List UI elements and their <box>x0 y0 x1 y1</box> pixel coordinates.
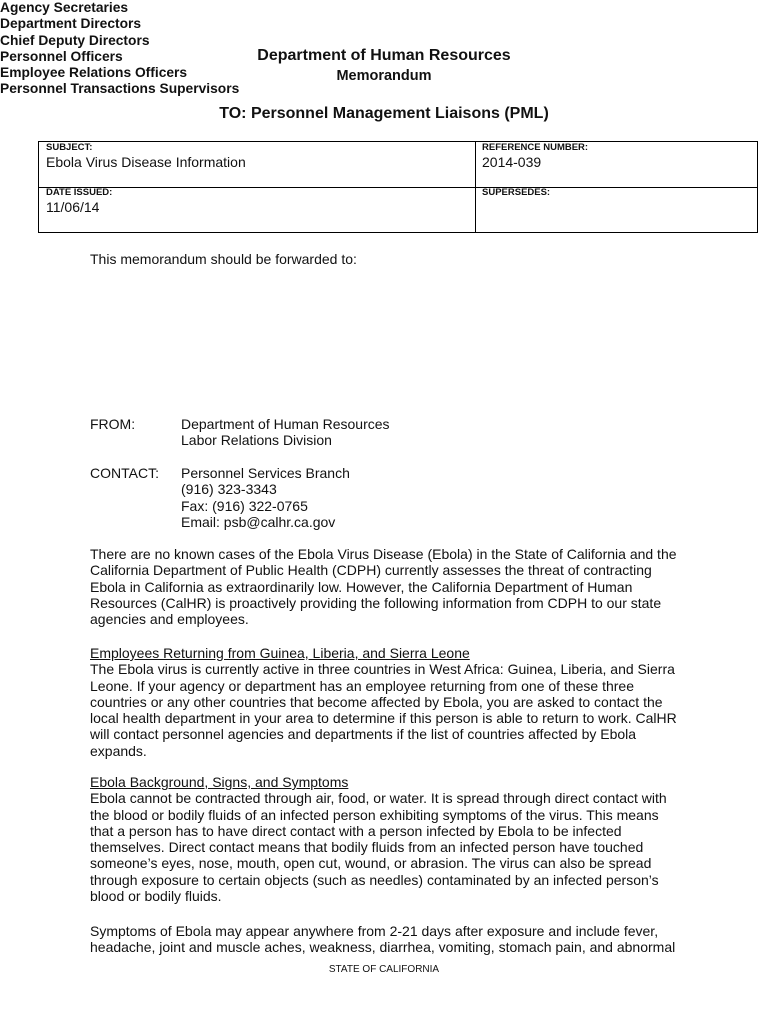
supersedes-cell <box>482 188 550 199</box>
paragraph-line: The Ebola virus is currently active in three countries in West Africa: Guinea, Liberia, and Sierra <box>90 661 675 678</box>
intro-paragraph <box>90 546 690 627</box>
recipient-item: Agency Secretaries <box>0 0 129 15</box>
reference-cell <box>482 143 588 170</box>
recipient-item: Department Directors <box>0 16 142 32</box>
paragraph-line: headache, joint and muscle aches, weakness, diarrhea, vomiting, stomach pain, and abnormal <box>90 939 676 956</box>
from-label: FROM: <box>90 416 136 432</box>
subject-value: Ebola Virus Disease Information <box>46 154 246 170</box>
section-returning-employees <box>90 645 690 759</box>
from-line: Labor Relations Division <box>181 432 332 449</box>
date-issued-cell <box>46 188 112 215</box>
paragraph-line: expands. <box>90 742 147 759</box>
paragraph-line: There are no known cases of the Ebola Virus Disease (Ebola) in the State of California and the <box>90 546 677 562</box>
recipient-item: Chief Deputy Directors <box>0 32 150 48</box>
paragraph-line: themselves. Direct contact means that bodily fluids from an infected person have touched <box>90 839 644 856</box>
section-heading: Employees Returning from Guinea, Liberia, and Sierra Leone <box>90 645 470 661</box>
memo-info-table <box>38 141 758 233</box>
section-heading: Ebola Background, Signs, and Symptoms <box>90 774 349 790</box>
subject-cell <box>46 143 246 170</box>
symptoms-paragraph <box>90 923 690 956</box>
paragraph-line: California Department of Public Health (CDPH) currently assesses the threat of contracting <box>90 562 652 579</box>
to-line: TO: Personnel Management Liaisons (PML) <box>219 105 549 122</box>
from-line: Department of Human Resources <box>181 416 390 432</box>
paragraph-line: Leone. If your agency or department has an employee returning from one of these three <box>90 677 634 694</box>
paragraph-line: Ebola in California as extraordinarily low. However, the California Department of Human <box>90 578 633 595</box>
paragraph-line: blood or bodily fluids. <box>90 888 222 905</box>
recipient-item: Personnel Transactions Supervisors <box>0 81 240 97</box>
memo-type: Memorandum <box>336 68 432 84</box>
reference-value: 2014-039 <box>482 154 542 170</box>
contact-label: CONTACT: <box>90 465 159 481</box>
page-footer: STATE OF CALIFORNIA <box>328 964 440 975</box>
section-ebola-background <box>90 774 690 904</box>
paragraph-line: through exposure to certain objects (such as needles) contaminated by an infected person’s <box>90 871 659 888</box>
paragraph-line: Ebola cannot be contracted through air, food, or water. It is spread through direct contact with <box>90 790 667 807</box>
paragraph-line: countries or any other countries that become affected by Ebola, you are asked to contact the <box>90 693 663 710</box>
contact-line: Fax: (916) 322-0765 <box>181 497 308 514</box>
paragraph-line: local health department in your area to determine if this person is able to return to work. CalHR <box>90 710 677 727</box>
department-title: Department of Human Resources <box>257 47 511 64</box>
paragraph-line: agencies and employees. <box>90 611 249 628</box>
reference-label: REFERENCE NUMBER: <box>482 142 589 153</box>
paragraph-line: the blood or bodily fluids of an infected person exhibiting symptoms of the virus. This means <box>90 806 659 823</box>
contact-email[interactable]: Email: psb@calhr.ca.gov <box>181 513 336 530</box>
recipient-item: Personnel Officers <box>0 48 123 64</box>
paragraph-line: Symptoms of Ebola may appear anywhere from 2-21 days after exposure and include fever, <box>90 923 659 939</box>
forward-intro: This memorandum should be forwarded to: <box>90 251 357 267</box>
paragraph-line: will contact personnel agencies and departments if the list of countries affected by Ebola <box>90 726 637 743</box>
paragraph-line: that a person has to have direct contact with a person infected by Ebola to be infected <box>90 822 622 839</box>
paragraph-line: Resources (CalHR) is proactively providing the following information from CDPH to our state <box>90 594 662 611</box>
contact-value <box>181 465 350 530</box>
from-value <box>181 416 390 449</box>
contact-line: Personnel Services Branch <box>181 465 350 481</box>
date-issued-label: DATE ISSUED: <box>46 187 113 198</box>
paragraph-line: someone’s eyes, nose, mouth, open cut, wound, or abrasion. The virus can also be spread <box>90 855 652 872</box>
recipient-item: Employee Relations Officers <box>0 65 188 81</box>
contact-line: (916) 323-3343 <box>181 481 277 498</box>
subject-label: SUBJECT: <box>46 142 93 153</box>
date-issued-value: 11/06/14 <box>46 199 100 215</box>
table-divider-horizontal <box>39 187 757 188</box>
supersedes-label: SUPERSEDES: <box>482 187 551 198</box>
